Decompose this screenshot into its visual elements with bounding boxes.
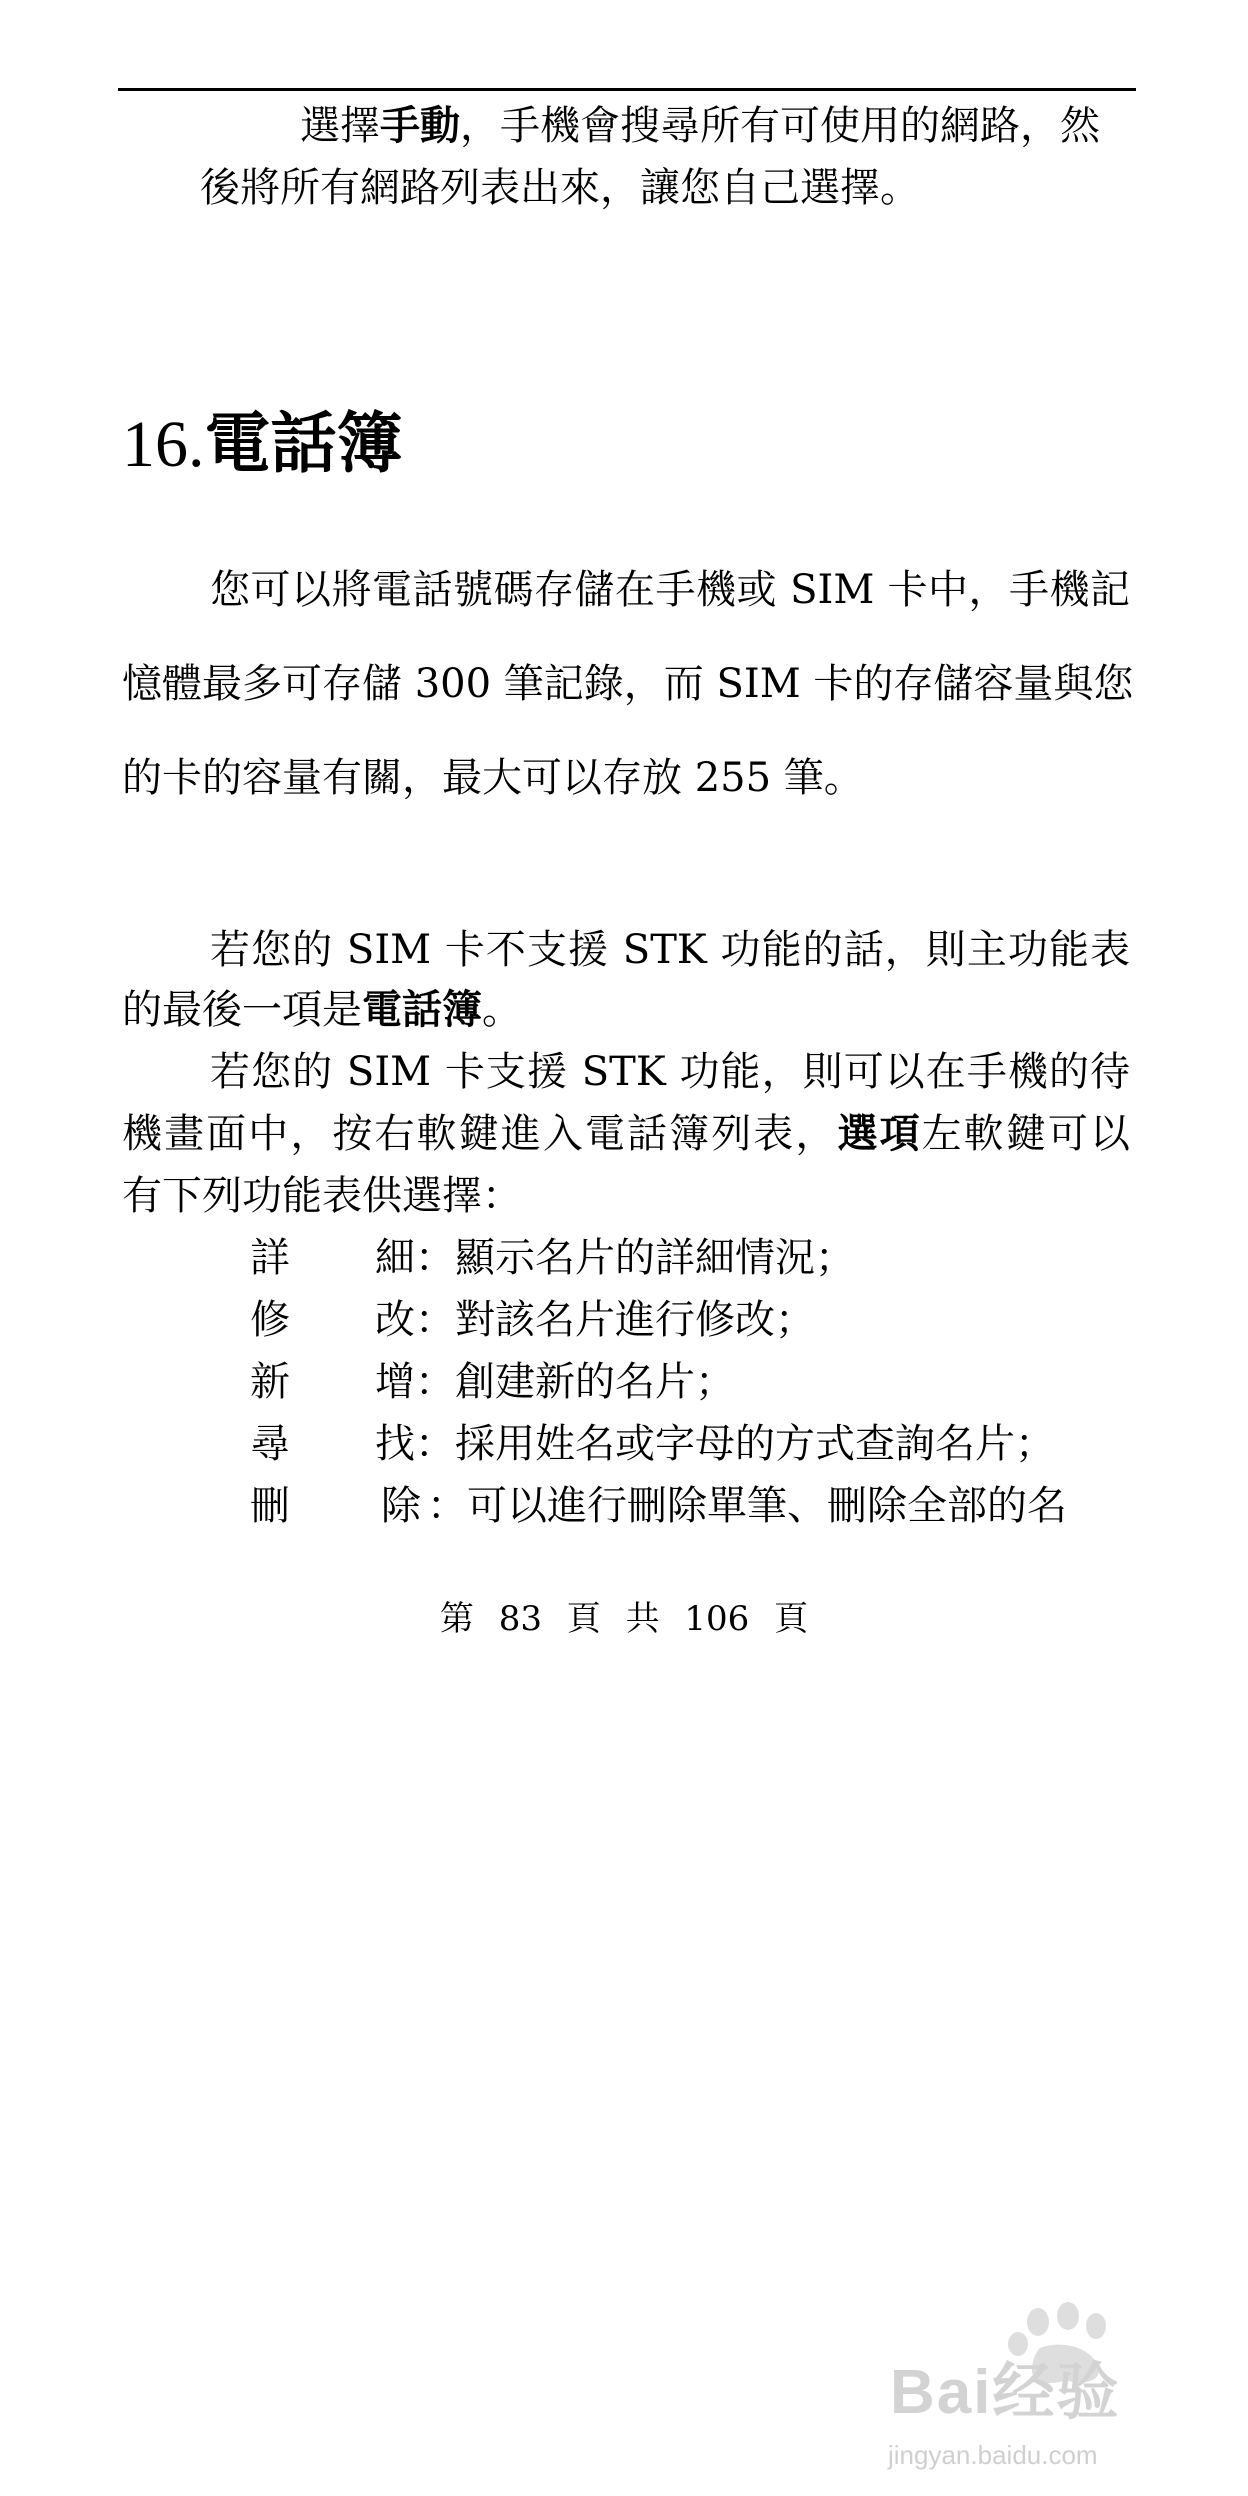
para3-line-3: 有下列功能表供選擇： <box>122 1173 522 1219</box>
para3-line-1: 若您的 SIM 卡支援 STK 功能，則可以在手機的待 <box>210 1049 1130 1095</box>
para2-line-2 <box>122 982 522 1038</box>
option-label-char1: 修 <box>250 1297 290 1343</box>
option-item-details <box>250 1230 855 1286</box>
para3-text: 機畫面中，按右軟鍵進入電話簿列表， <box>122 1111 838 1157</box>
option-item-delete <box>250 1478 1067 1534</box>
para2-line-1: 若您的 SIM 卡不支援 STK 功能的話，則主功能表 <box>210 927 1130 973</box>
intro-line-2: 後將所有網路列表出來，讓您自己選擇。 <box>200 165 920 211</box>
option-label-char1: 尋 <box>250 1421 290 1467</box>
para1-line-2: 憶體最多可存儲 300 筆記錄，而 SIM 卡的存儲容量與您 <box>122 661 1134 707</box>
option-description: ：對該名片進行修改； <box>415 1297 815 1343</box>
intro-bold-manual: 手動 <box>380 102 460 149</box>
intro-text: 選擇 <box>300 103 380 149</box>
option-item-search <box>250 1416 1055 1472</box>
watermark-brand: Bai经验 <box>890 2358 1121 2427</box>
para2-text: 的最後一項是 <box>122 987 362 1033</box>
option-label-char2: 改 <box>375 1297 415 1343</box>
option-label-char2: 細 <box>375 1235 415 1281</box>
option-description: ：採用姓名或字母的方式查詢名片； <box>415 1421 1055 1467</box>
section-title: 電話簿 <box>204 404 403 482</box>
section-heading <box>122 398 403 490</box>
intro-text-rest: ，手機會搜尋所有可使用的網路，然 <box>460 103 1100 149</box>
para3-bold-options: 選項 <box>837 1110 922 1157</box>
option-item-edit <box>250 1292 815 1348</box>
watermark-url: jingyan.baidu.com <box>888 2440 1098 2470</box>
para2-text-end: 。 <box>482 987 522 1033</box>
top-rule <box>118 88 1136 91</box>
para1-line-1: 您可以將電話號碼存儲在手機或 SIM 卡中，手機記 <box>210 567 1130 613</box>
option-label-char1: 刪 <box>250 1483 290 1529</box>
option-label-char2: 增 <box>375 1359 415 1405</box>
page-footer: 第 83 頁 共 106 頁 <box>439 1599 809 1639</box>
section-number: 16. <box>122 408 205 481</box>
option-description: ：可以進行刪除單筆、刪除全部的名 <box>427 1483 1067 1529</box>
option-item-new <box>250 1354 735 1410</box>
option-label-char1: 詳 <box>250 1235 290 1281</box>
option-description: ：創建新的名片； <box>415 1359 735 1405</box>
option-description: ：顯示名片的詳細情況； <box>415 1235 855 1281</box>
option-label-char2: 找 <box>375 1421 415 1467</box>
option-label-char1: 新 <box>250 1359 290 1405</box>
para2-bold-phonebook: 電話簿 <box>362 986 482 1033</box>
intro-line-1 <box>300 98 1100 154</box>
para3-text-rest: 左軟鍵可以 <box>921 1111 1131 1157</box>
para1-line-3: 的卡的容量有關，最大可以存放 255 筆。 <box>122 755 864 801</box>
option-label-char2: 除 <box>381 1483 421 1529</box>
para3-line-2 <box>122 1106 1130 1162</box>
